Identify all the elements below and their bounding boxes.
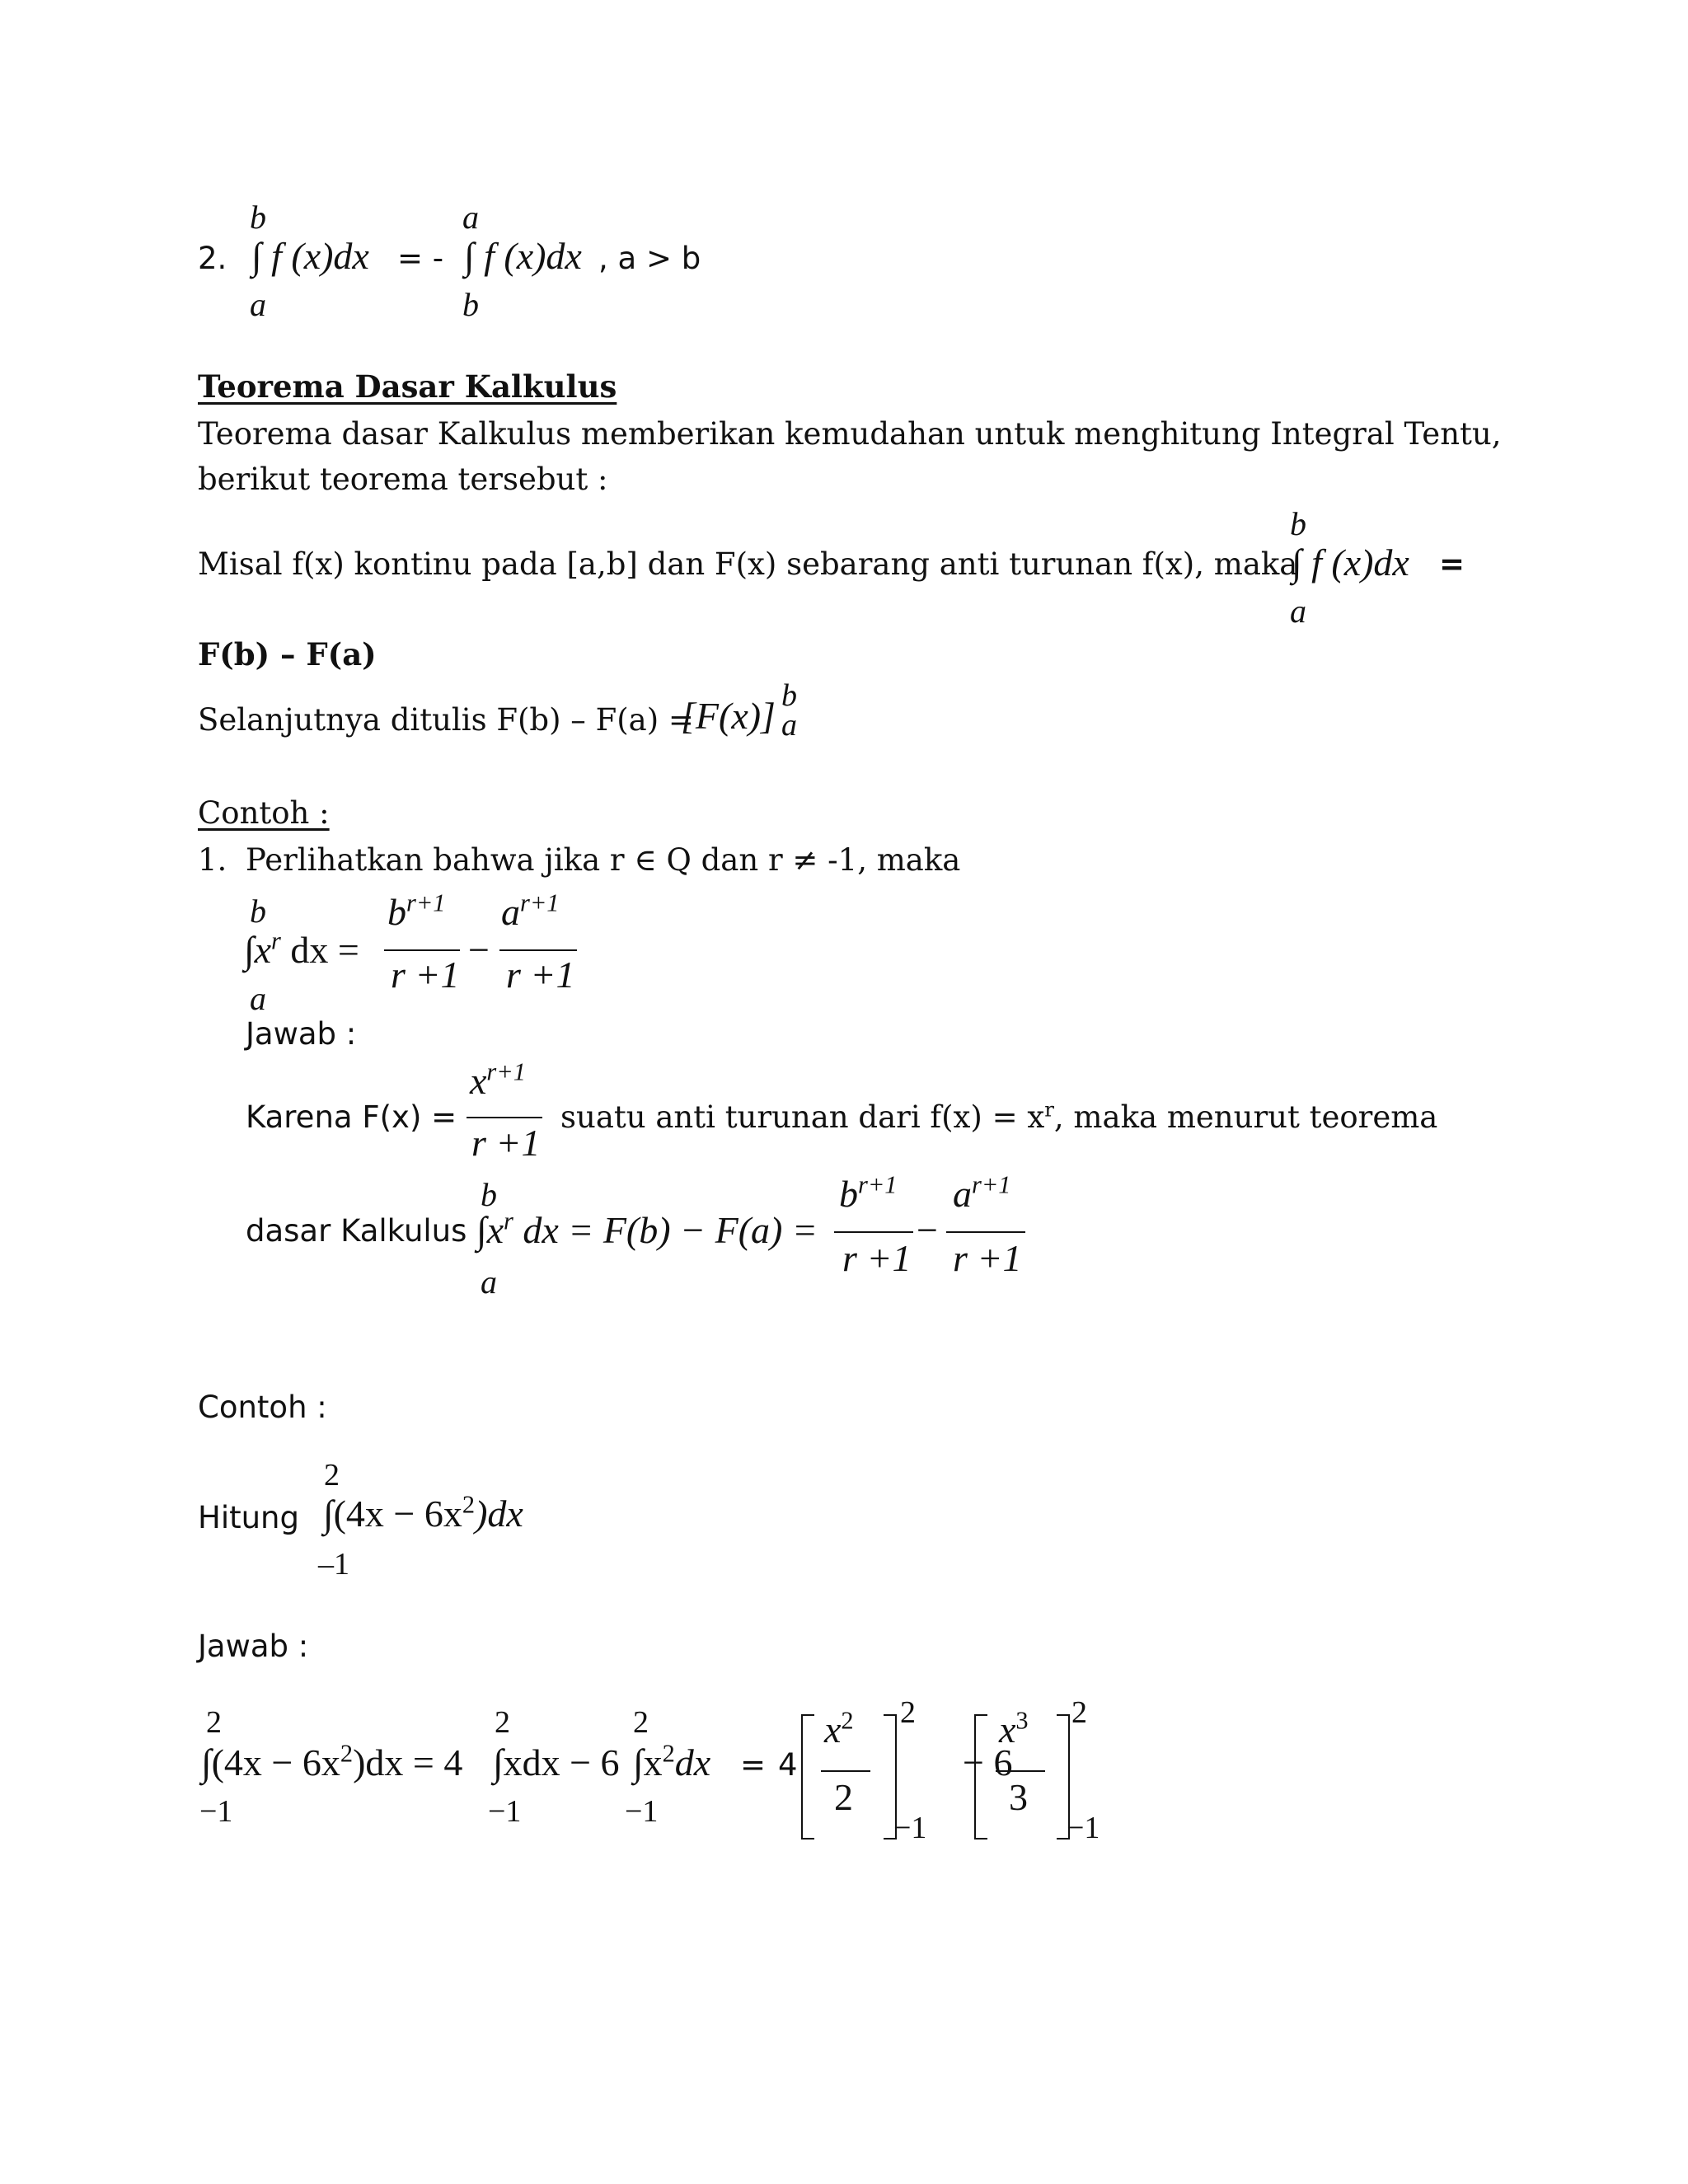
lower-limit: –1 <box>318 1547 349 1582</box>
fraction-line <box>996 1770 1045 1772</box>
lower-limit: a <box>781 708 797 743</box>
lower-limit: a <box>250 980 266 1017</box>
fraction-numerator: $x^{r+1}$ <box>470 1057 526 1102</box>
notation-text: Selanjutnya ditulis F(b) – F(a) = <box>198 702 694 738</box>
fraction-line <box>834 1231 913 1233</box>
integral-expression: ∫xdx − 6 <box>493 1741 620 1783</box>
fraction-numerator: $x^2$ <box>824 1706 854 1750</box>
integral-expression: $\int(4x - 6x^2)dx$ <box>323 1490 523 1535</box>
lower-limit: −1 <box>488 1794 522 1829</box>
coefficient: 4 <box>778 1747 798 1783</box>
minus-sign: − <box>468 929 490 971</box>
hitung-label: Hitung <box>198 1500 299 1535</box>
fraction-numerator: $a^{r+1}$ <box>953 1170 1011 1215</box>
condition: , a > b <box>598 241 701 276</box>
lower-limit: b <box>462 286 479 323</box>
upper-limit: b <box>1290 505 1306 542</box>
upper-limit: b <box>250 199 266 236</box>
upper-limit: 2 <box>1071 1695 1087 1730</box>
fraction-numerator: $b^{r+1}$ <box>387 888 446 933</box>
lower-limit: −1 <box>199 1794 233 1829</box>
fraction-numerator: $b^{r+1}$ <box>839 1170 898 1215</box>
upper-limit: 2 <box>324 1458 340 1493</box>
paragraph-line: berikut teorema tersebut : <box>198 462 608 497</box>
statement: Perlihatkan bahwa jika r ∈ Q dan r ≠ -1, maka <box>246 842 961 878</box>
fraction-denominator: 2 <box>834 1776 853 1818</box>
integral-expression: ∫ f (x)dx <box>1292 541 1409 583</box>
left-bracket <box>801 1714 814 1840</box>
fraction-line <box>499 949 577 951</box>
lower-limit: a <box>481 1263 497 1301</box>
upper-limit: b <box>781 678 797 713</box>
fraction-denominator: r +1 <box>471 1122 541 1164</box>
upper-limit: a <box>462 199 479 236</box>
lower-limit: a <box>1290 593 1306 630</box>
fraction-denominator: r +1 <box>506 954 575 996</box>
lower-limit: a <box>250 286 266 323</box>
fraction-line <box>946 1231 1025 1233</box>
karena-rest: suatu anti turunan dari $f(x) = x^r$, maka menurut teorema <box>560 1097 1438 1135</box>
coefficient: − 6 <box>963 1741 1013 1783</box>
lower-limit: −1 <box>1067 1811 1100 1845</box>
lower-limit: −1 <box>893 1811 927 1845</box>
fraction-numerator: $a^{r+1}$ <box>501 888 560 933</box>
upper-limit: 2 <box>495 1705 510 1740</box>
upper-limit: b <box>250 893 266 930</box>
answer-label: Jawab : <box>246 1016 357 1052</box>
fraction-line <box>821 1770 870 1772</box>
dasar-text: dasar Kalkulus <box>246 1213 467 1249</box>
lower-limit: −1 <box>625 1794 659 1829</box>
upper-limit: b <box>481 1176 497 1213</box>
example-heading: Contoh : <box>198 795 330 831</box>
karena-text: Karena F(x) = <box>246 1099 457 1135</box>
integral-expression: $\int x^2dx$ <box>633 1739 711 1783</box>
fraction-line <box>467 1117 542 1118</box>
equals-sign: = <box>1439 546 1465 582</box>
notation-bracket: [F(x)] <box>681 695 776 737</box>
minus-sign: − <box>917 1209 938 1251</box>
answer-label: Jawab : <box>198 1629 309 1664</box>
left-bracket <box>974 1714 987 1840</box>
paragraph-line: Teorema dasar Kalkulus memberikan kemudahan untuk menghitung Integral Tentu, <box>198 416 1502 452</box>
upper-limit: 2 <box>206 1705 222 1740</box>
paragraph-line: Misal f(x) kontinu pada [a,b] dan F(x) sebarang anti turunan f(x), maka <box>198 546 1298 582</box>
item-number: 1. <box>198 842 227 878</box>
equals-sign: = <box>740 1747 767 1783</box>
fraction-line <box>384 949 460 951</box>
section-heading: Teorema Dasar Kalkulus <box>198 368 617 405</box>
integral-expression: ∫ f (x)dx <box>464 235 582 277</box>
upper-limit: 2 <box>633 1705 649 1740</box>
integral-expression: ∫ f (x)dx <box>251 235 369 277</box>
item-number: 2. <box>198 241 227 276</box>
fraction-denominator: r +1 <box>391 954 460 996</box>
notation-expression <box>681 694 776 738</box>
fraction-denominator: 3 <box>1009 1776 1028 1818</box>
fraction-denominator: r +1 <box>953 1237 1022 1279</box>
upper-limit: 2 <box>900 1695 916 1730</box>
integral-expression: $\int(4x - 6x^2)dx = 4$ <box>201 1739 463 1783</box>
integral-expression: $\int x^r$ dx = F(b) − F(a) = <box>476 1207 818 1251</box>
fraction-numerator: $x^3$ <box>999 1706 1029 1750</box>
example-heading: Contoh : <box>198 1390 327 1425</box>
fraction-denominator: r +1 <box>842 1237 912 1279</box>
result-text: F(b) – F(a) <box>198 636 377 673</box>
equals-minus: = - <box>397 241 444 276</box>
integral-expression: $\int x^r$ dx = <box>244 926 359 971</box>
